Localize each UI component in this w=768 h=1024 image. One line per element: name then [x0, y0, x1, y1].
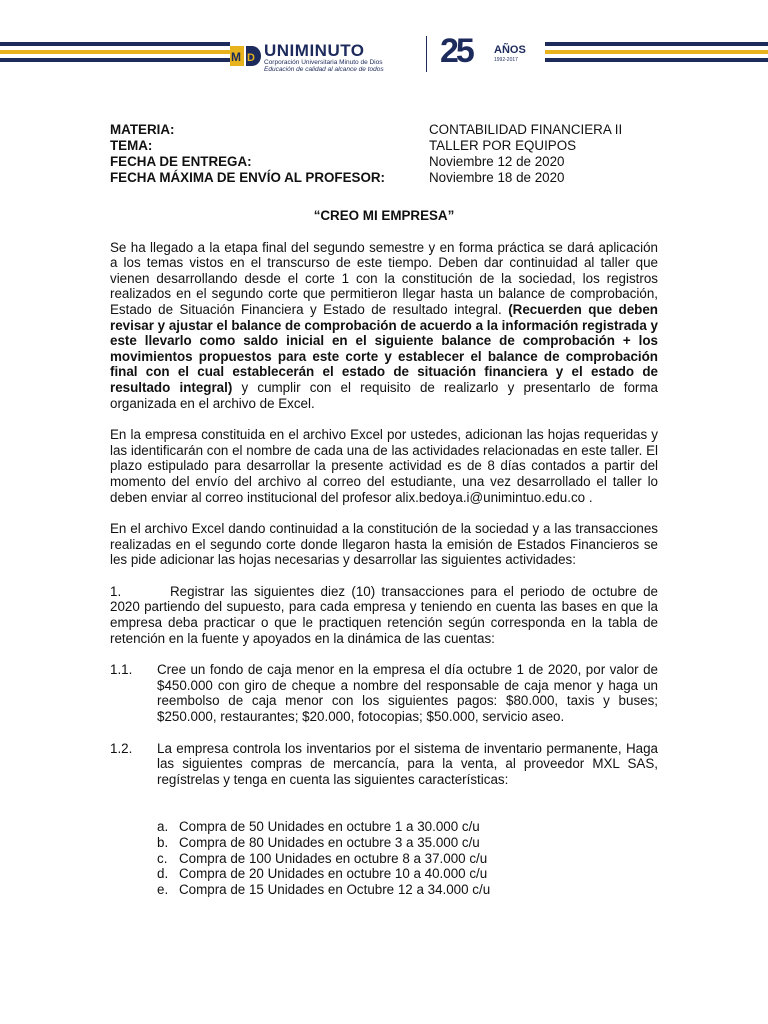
activity-subitem-1-1	[110, 662, 658, 724]
info-row-fecha-maxima	[110, 170, 658, 186]
list-text: Compra de 20 Unidades en octubre 10 a 40.000 c/u	[179, 866, 488, 882]
info-value: TALLER POR EQUIPOS	[429, 138, 577, 153]
list-text: Compra de 80 Unidades en octubre 3 a 35.000 c/u	[179, 835, 480, 850]
info-value: Noviembre 18 de 2020	[429, 170, 565, 185]
list-text: Compra de 100 Unidades en octubre 8 a 37.000 c/u	[179, 850, 488, 866]
document-body	[110, 122, 658, 897]
anniversary-years: 1992-2017	[494, 57, 518, 63]
header-stripes-left	[0, 42, 230, 62]
list-letter: a.	[157, 819, 169, 835]
info-block	[110, 122, 658, 186]
intro-paragraph	[110, 240, 658, 412]
instructions-paragraph: En la empresa constituida en el archivo Excel por ustedes, adicionan las hojas requeridas y las identificarán con el nombre de cada una de las actividades relacionadas en este taller. El plazo estipulado para desarrollar la presente actividad es de 8 días contados a partir del momento del envío del archivo al correo del estudiante, una vez desarrollado el taller lo deben enviar al correo institucional del profesor alix.bedoya.i@unimintuo.edu.co .	[110, 427, 658, 505]
intro-bold-text: (Recuerden que deben revisar y ajustar el balance de comprobación de acuerdo a la información registrada y este llevarlo como saldo inicial en el siguiente balance de comprobación + los movimientos propuestos para este corte y establecer el balance de comprobación final con el cual establecerán el estado de situación financiera y el estado de resultado integral)	[110, 301, 658, 395]
uniminuto-logo	[228, 40, 418, 74]
list-letter: e.	[157, 881, 169, 897]
info-row-materia	[110, 122, 658, 138]
purchases-list	[157, 819, 658, 897]
info-label: TEMA:	[110, 138, 153, 153]
list-letter: b.	[157, 835, 169, 850]
svg-text:D: D	[247, 52, 255, 64]
svg-text:M: M	[231, 50, 241, 64]
subitem-text: La empresa controla los inventarios por el sistema de inventario permanente, Haga las siguientes compras de mercancía, para la venta, al proveedor MXL SAS, regístrelas y tenga en cuenta las siguientes características:	[157, 740, 658, 787]
list-letter: d.	[157, 866, 169, 882]
list-item	[157, 851, 658, 867]
subitem-number: 1.1.	[110, 662, 133, 678]
header-divider	[426, 36, 427, 72]
subitem-text: Cree un fondo de caja menor en la empresa el día octubre 1 de 2020, por valor de $450.000 con giro de cheque a nombre del responsable de caja menor y haga un reembolso de caja menor con los siguientes pagos: $80.000, taxis y buses; $250.000, restaurantes; $20.000, fotocopias; $50.000, servicio aseo.	[157, 662, 658, 725]
item-number: 1.	[110, 583, 122, 599]
activity-subitem-1-2	[110, 741, 658, 788]
anniversary-number: 25	[440, 32, 472, 70]
anniversary-logo	[440, 34, 540, 74]
info-label: FECHA MÁXIMA DE ENVÍO AL PROFESOR:	[110, 170, 386, 185]
logo-tagline: Educación de calidad al alcance de todos	[264, 66, 384, 73]
intro-text: Se ha llegado a la etapa final del segundo semestre y en forma práctica se dará aplicación a los temas vistos en el transcurso de este tiempo. Deben dar continuidad al taller que vienen desarrollando desde el corte 1 con la constitución de la sociedad, los registros realizados en el segundo corte que permitieron llegar hasta un balance de comprobación, Estado de Situación Financiera y Estado de resultado integral.	[110, 239, 658, 317]
info-label: FECHA DE ENTREGA:	[110, 154, 252, 169]
logo-subtitle: Corporación Universitaria Minuto de Dios	[264, 59, 383, 66]
info-row-fecha-entrega	[110, 154, 658, 170]
list-item	[157, 882, 658, 898]
list-item	[157, 866, 658, 882]
md-emblem-icon	[228, 42, 262, 70]
intro-text-end: y cumplir con el requisito de realizarlo y presentarlo de forma organizada en el archivo de Excel.	[110, 379, 658, 411]
list-item	[157, 819, 658, 835]
activities-paragraph: En el archivo Excel dando continuidad a la constitución de la sociedad y a las transacciones realizadas en el segundo corte donde llegaron hasta la emisión de Estados Financieros se les pide adicionar las hojas necesarias y desarrollar las siguientes actividades:	[110, 521, 658, 568]
list-text: Compra de 50 Unidades en octubre 1 a 30.000 c/u	[179, 819, 480, 835]
logo-brand: UNIMINUTO	[264, 41, 365, 60]
info-value: CONTABILIDAD FINANCIERA II	[429, 122, 623, 137]
anniversary-word: AÑOS	[494, 44, 526, 56]
document-header	[0, 0, 768, 110]
activity-item-1	[110, 584, 658, 646]
list-letter: c.	[157, 850, 168, 866]
item-text: Registrar las siguientes diez (10) transacciones para el periodo de octubre de 2020 partiendo del supuesto, para cada empresa y teniendo en cuenta las bases en que la empresa deba practicar o que le practiquen retención según corresponda en la tabla de retención en la fuente y apoyados en la dinámica de las cuentas:	[110, 583, 658, 646]
subitem-number: 1.2.	[110, 740, 133, 756]
info-label: MATERIA:	[110, 122, 175, 137]
info-row-tema	[110, 138, 658, 154]
header-stripes-right	[545, 42, 768, 62]
document-title: “CREO MI EMPRESA”	[313, 208, 455, 223]
list-text: Compra de 15 Unidades en Octubre 12 a 34.000 c/u	[179, 881, 491, 897]
info-value: Noviembre 12 de 2020	[429, 154, 565, 169]
list-item	[157, 835, 658, 851]
